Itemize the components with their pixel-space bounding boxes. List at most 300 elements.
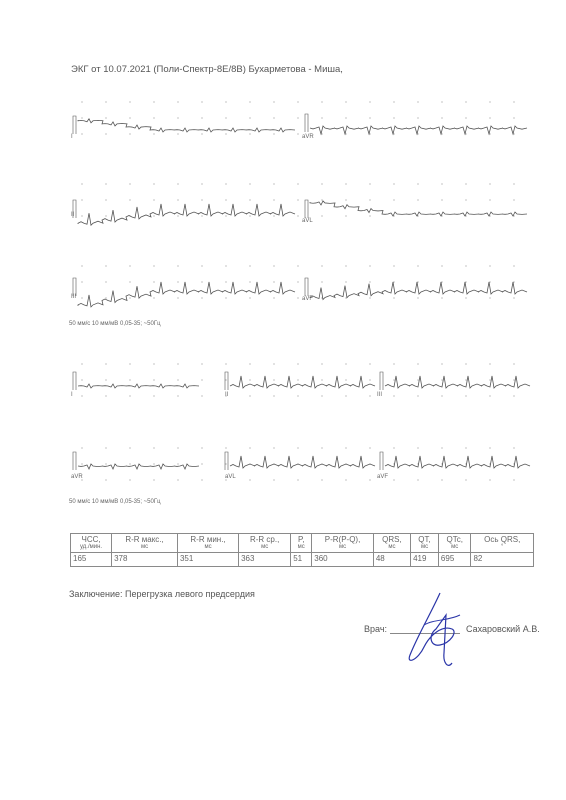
grid-dot	[201, 395, 202, 396]
grid-dot	[177, 117, 178, 118]
grid-dot	[153, 117, 154, 118]
grid-dot	[201, 297, 202, 298]
grid-dot	[465, 101, 466, 102]
grid-dot	[489, 265, 490, 266]
grid-dot	[153, 479, 154, 480]
header-cell-qt: QT, мс	[411, 534, 439, 553]
lead-label-III: III	[71, 294, 77, 300]
grid-dot	[153, 281, 154, 282]
grid-dot	[273, 363, 274, 364]
ecg-waveform	[310, 282, 527, 300]
grid-dot	[177, 395, 178, 396]
grid-dot	[345, 183, 346, 184]
grid-dot	[441, 101, 442, 102]
value-cell-hr: 165	[71, 553, 112, 567]
grid-dot	[273, 379, 274, 380]
grid-dot	[153, 395, 154, 396]
grid-dot	[297, 395, 298, 396]
grid-dot	[393, 297, 394, 298]
grid-dot	[393, 281, 394, 282]
grid-dot	[369, 199, 370, 200]
grid-dot	[225, 265, 226, 266]
grid-dot	[105, 297, 106, 298]
handwritten-signature	[400, 585, 470, 675]
grid-dot	[297, 101, 298, 102]
grid-dot	[81, 281, 82, 282]
grid-dot	[465, 183, 466, 184]
grid-dot	[465, 281, 466, 282]
ecg-waveform	[385, 376, 530, 388]
grid-dot	[441, 297, 442, 298]
grid-dot	[465, 395, 466, 396]
grid-dot	[129, 183, 130, 184]
calibration-pulse	[73, 452, 76, 470]
grid-dot	[273, 265, 274, 266]
grid-dot	[297, 297, 298, 298]
grid-dot	[297, 479, 298, 480]
grid-dot	[249, 297, 250, 298]
grid-dot	[513, 379, 514, 380]
grid-dot	[297, 265, 298, 266]
grid-dot	[177, 281, 178, 282]
grid-dot	[177, 183, 178, 184]
grid-dot	[441, 447, 442, 448]
grid-dot	[129, 447, 130, 448]
value-cell-qt: 419	[411, 553, 439, 567]
grid-dot	[249, 101, 250, 102]
grid-dot	[153, 183, 154, 184]
grid-dot	[297, 215, 298, 216]
grid-dot	[249, 183, 250, 184]
grid-dot	[81, 183, 82, 184]
grid-dot	[369, 101, 370, 102]
grid-dot	[489, 117, 490, 118]
grid-dot	[513, 117, 514, 118]
header-cell-qtc: QTc, мс	[438, 534, 471, 553]
grid-dot	[153, 447, 154, 448]
grid-dot	[129, 395, 130, 396]
grid-dot	[225, 363, 226, 364]
grid-dot	[441, 281, 442, 282]
grid-dot	[513, 101, 514, 102]
grid-dot	[249, 395, 250, 396]
grid-dot	[369, 447, 370, 448]
grid-dot	[321, 281, 322, 282]
grid-dot	[297, 117, 298, 118]
grid-dot	[249, 281, 250, 282]
grid-dot	[369, 133, 370, 134]
grid-dot	[321, 215, 322, 216]
grid-dot	[345, 363, 346, 364]
grid-dot	[225, 281, 226, 282]
grid-dot	[513, 199, 514, 200]
grid-dot	[129, 463, 130, 464]
grid-dot	[105, 447, 106, 448]
grid-dot	[513, 265, 514, 266]
grid-dot	[297, 379, 298, 380]
grid-dot	[225, 183, 226, 184]
grid-dot	[249, 479, 250, 480]
grid-dot	[489, 363, 490, 364]
grid-dot	[249, 199, 250, 200]
grid-dot	[273, 297, 274, 298]
grid-dot	[393, 363, 394, 364]
conclusion-text: Заключение: Перегрузка левого предсердия	[69, 589, 255, 599]
value-cell-rr-min: 351	[177, 553, 238, 567]
grid-dot	[441, 395, 442, 396]
grid-dot	[345, 447, 346, 448]
grid-dot	[201, 379, 202, 380]
grid-dot	[465, 265, 466, 266]
lead-label-aVR: aVR	[302, 134, 314, 140]
ecg-waveform	[230, 376, 375, 388]
grid-dot	[201, 281, 202, 282]
grid-dot	[177, 363, 178, 364]
calibration-pulse	[305, 114, 308, 132]
header-cell-qrs: QRS, мс	[373, 534, 410, 553]
grid-dot	[513, 297, 514, 298]
grid-dot	[81, 395, 82, 396]
grid-dot	[177, 101, 178, 102]
grid-dot	[105, 363, 106, 364]
ecg-waveform	[78, 204, 295, 225]
grid-dot	[105, 133, 106, 134]
recording-settings-top: 50 мм/с 10 мм/мВ 0,05-35; ~50Гц	[69, 321, 161, 327]
rhythm-lead-label-II: II	[225, 392, 229, 398]
grid-dot	[105, 117, 106, 118]
grid-dot	[345, 199, 346, 200]
grid-dot	[417, 101, 418, 102]
grid-dot	[129, 297, 130, 298]
grid-dot	[177, 265, 178, 266]
grid-dot	[345, 133, 346, 134]
grid-dot	[321, 265, 322, 266]
grid-dot	[273, 215, 274, 216]
grid-dot	[81, 363, 82, 364]
grid-dot	[489, 133, 490, 134]
grid-dot	[441, 117, 442, 118]
grid-dot	[81, 215, 82, 216]
grid-dot	[393, 117, 394, 118]
grid-dot	[177, 463, 178, 464]
grid-dot	[465, 117, 466, 118]
grid-dot	[153, 101, 154, 102]
grid-dot	[321, 117, 322, 118]
grid-dot	[129, 379, 130, 380]
grid-dot	[489, 479, 490, 480]
grid-dot	[273, 117, 274, 118]
grid-dot	[129, 133, 130, 134]
grid-dot	[345, 379, 346, 380]
grid-dot	[177, 479, 178, 480]
grid-dot	[201, 101, 202, 102]
grid-dot	[177, 199, 178, 200]
lead-label-II: II	[71, 212, 75, 218]
rhythm-lead-label-I: I	[71, 392, 73, 398]
grid-dot	[369, 297, 370, 298]
grid-dot	[105, 101, 106, 102]
grid-dot	[369, 215, 370, 216]
grid-dot	[465, 447, 466, 448]
grid-dot	[345, 265, 346, 266]
grid-dot	[249, 117, 250, 118]
grid-dot	[105, 265, 106, 266]
grid-dot	[393, 379, 394, 380]
grid-dot	[465, 363, 466, 364]
grid-dot	[321, 133, 322, 134]
ecg-waveform	[78, 384, 199, 388]
calibration-pulse	[305, 278, 308, 296]
ecg-trace-rhythm-I-II-III	[72, 360, 532, 402]
grid-dot	[489, 101, 490, 102]
grid-dot	[105, 183, 106, 184]
grid-dot	[321, 199, 322, 200]
rhythm-lead-label-aVR: aVR	[71, 474, 83, 480]
grid-dot	[441, 199, 442, 200]
grid-dot	[153, 297, 154, 298]
grid-dot	[129, 265, 130, 266]
grid-dot	[273, 183, 274, 184]
grid-dot	[297, 363, 298, 364]
ecg-waveform	[310, 126, 527, 134]
rhythm-lead-label-III: III	[377, 392, 383, 398]
header-cell-p: P, мс	[291, 534, 312, 553]
grid-dot	[81, 379, 82, 380]
header-cell-hr: ЧСС, уд./мин.	[71, 534, 112, 553]
grid-dot	[321, 183, 322, 184]
ecg-strip-rhythm-aVR-aVL-aVF	[72, 444, 532, 486]
doctor-label: Врач:	[364, 624, 388, 634]
grid-dot	[81, 265, 82, 266]
grid-dot	[177, 215, 178, 216]
calibration-pulse	[305, 200, 308, 218]
grid-dot	[273, 101, 274, 102]
grid-dot	[129, 199, 130, 200]
rhythm-lead-label-aVF: aVF	[377, 474, 389, 480]
grid-dot	[273, 447, 274, 448]
grid-dot	[225, 133, 226, 134]
lead-label-aVF: aVF	[302, 296, 314, 302]
grid-dot	[297, 133, 298, 134]
value-cell-qtc: 695	[438, 553, 471, 567]
grid-dot	[417, 183, 418, 184]
ecg-strip-rhythm-I-II-III	[72, 360, 532, 402]
calibration-pulse	[225, 452, 228, 470]
calibration-pulse	[380, 452, 383, 470]
grid-dot	[153, 133, 154, 134]
rhythm-lead-label-aVL: aVL	[225, 474, 236, 480]
grid-dot	[513, 395, 514, 396]
grid-dot	[225, 447, 226, 448]
grid-dot	[249, 363, 250, 364]
table-values-row	[71, 553, 534, 567]
grid-dot	[153, 215, 154, 216]
grid-dot	[129, 101, 130, 102]
grid-dot	[225, 101, 226, 102]
grid-dot	[105, 463, 106, 464]
grid-dot	[177, 447, 178, 448]
header-cell-rr-avg: R-R ср., мс	[239, 534, 291, 553]
grid-dot	[345, 281, 346, 282]
value-cell-p: 51	[291, 553, 312, 567]
grid-dot	[417, 363, 418, 364]
calibration-pulse	[73, 372, 76, 390]
grid-dot	[369, 117, 370, 118]
grid-dot	[417, 265, 418, 266]
grid-dot	[201, 463, 202, 464]
grid-dot	[321, 479, 322, 480]
grid-dot	[345, 395, 346, 396]
ecg-waveform	[310, 201, 527, 216]
grid-dot	[321, 101, 322, 102]
grid-dot	[177, 379, 178, 380]
grid-dot	[393, 447, 394, 448]
grid-dot	[513, 363, 514, 364]
grid-dot	[129, 281, 130, 282]
grid-dot	[393, 183, 394, 184]
grid-dot	[201, 447, 202, 448]
grid-dot	[201, 215, 202, 216]
grid-dot	[489, 447, 490, 448]
grid-dot	[417, 133, 418, 134]
grid-dot	[81, 463, 82, 464]
grid-dot	[201, 479, 202, 480]
grid-dot	[105, 379, 106, 380]
grid-dot	[297, 183, 298, 184]
grid-dot	[489, 183, 490, 184]
grid-dot	[321, 447, 322, 448]
header-cell-rr-max: R-R макс., мс	[112, 534, 178, 553]
grid-dot	[201, 133, 202, 134]
grid-dot	[153, 265, 154, 266]
grid-dot	[465, 199, 466, 200]
grid-dot	[273, 133, 274, 134]
grid-dot	[345, 101, 346, 102]
grid-dot	[489, 199, 490, 200]
grid-dot	[417, 395, 418, 396]
grid-dot	[417, 297, 418, 298]
grid-dot	[201, 183, 202, 184]
value-cell-rr-avg: 363	[239, 553, 291, 567]
grid-dot	[297, 447, 298, 448]
grid-dot	[225, 379, 226, 380]
grid-dot	[225, 117, 226, 118]
grid-dot	[417, 117, 418, 118]
grid-dot	[105, 281, 106, 282]
ecg-trace-III-aVF	[72, 262, 532, 310]
grid-dot	[513, 281, 514, 282]
grid-dot	[153, 199, 154, 200]
ecg-strip-III-aVF	[72, 262, 532, 310]
lead-label-aVL: aVL	[302, 218, 313, 224]
grid-dot	[441, 133, 442, 134]
grid-dot	[393, 199, 394, 200]
grid-dot	[129, 479, 130, 480]
grid-dot	[345, 479, 346, 480]
grid-dot	[369, 395, 370, 396]
grid-dot	[393, 265, 394, 266]
grid-dot	[513, 479, 514, 480]
grid-dot	[129, 117, 130, 118]
header-cell-qrs-axis: Ось QRS, °	[471, 534, 534, 553]
ecg-waveform	[78, 119, 295, 132]
grid-dot	[489, 379, 490, 380]
grid-dot	[225, 215, 226, 216]
ecg-waveform	[78, 282, 295, 307]
calibration-pulse	[380, 372, 383, 390]
grid-dot	[489, 395, 490, 396]
grid-dot	[201, 199, 202, 200]
grid-dot	[249, 379, 250, 380]
header-cell-pr: P-R(P-Q), мс	[312, 534, 374, 553]
grid-dot	[393, 479, 394, 480]
grid-dot	[417, 199, 418, 200]
grid-dot	[441, 379, 442, 380]
grid-dot	[81, 117, 82, 118]
grid-dot	[369, 281, 370, 282]
recording-settings-bottom: 50 мм/с 10 мм/мВ 0,05-35; ~50Гц	[69, 499, 161, 505]
grid-dot	[177, 297, 178, 298]
grid-dot	[369, 265, 370, 266]
grid-dot	[417, 447, 418, 448]
grid-dot	[225, 297, 226, 298]
grid-dot	[441, 479, 442, 480]
grid-dot	[225, 199, 226, 200]
grid-dot	[369, 479, 370, 480]
grid-dot	[513, 183, 514, 184]
grid-dot	[465, 479, 466, 480]
grid-dot	[345, 297, 346, 298]
grid-dot	[225, 463, 226, 464]
table-header-row	[71, 534, 534, 553]
grid-dot	[105, 395, 106, 396]
grid-dot	[513, 447, 514, 448]
value-cell-qrs: 48	[373, 553, 410, 567]
grid-dot	[201, 117, 202, 118]
grid-dot	[201, 363, 202, 364]
lead-label-I: I	[71, 134, 73, 140]
grid-dot	[249, 447, 250, 448]
grid-dot	[441, 265, 442, 266]
grid-dot	[321, 395, 322, 396]
grid-dot	[441, 183, 442, 184]
grid-dot	[321, 363, 322, 364]
grid-dot	[273, 479, 274, 480]
grid-dot	[177, 133, 178, 134]
grid-dot	[81, 297, 82, 298]
header-cell-rr-min: R-R мин., мс	[177, 534, 238, 553]
ecg-parameters-table	[70, 533, 534, 567]
grid-dot	[321, 379, 322, 380]
grid-dot	[417, 281, 418, 282]
ecg-waveform	[78, 464, 199, 469]
grid-dot	[465, 133, 466, 134]
grid-dot	[153, 463, 154, 464]
grid-dot	[465, 297, 466, 298]
grid-dot	[393, 101, 394, 102]
grid-dot	[465, 379, 466, 380]
grid-dot	[201, 265, 202, 266]
calibration-pulse	[225, 372, 228, 390]
ecg-waveform	[385, 456, 530, 468]
grid-dot	[393, 395, 394, 396]
grid-dot	[297, 199, 298, 200]
value-cell-qrs-axis: 82	[471, 553, 534, 567]
calibration-pulse	[73, 116, 76, 134]
grid-dot	[153, 379, 154, 380]
grid-dot	[105, 479, 106, 480]
grid-dot	[369, 379, 370, 380]
